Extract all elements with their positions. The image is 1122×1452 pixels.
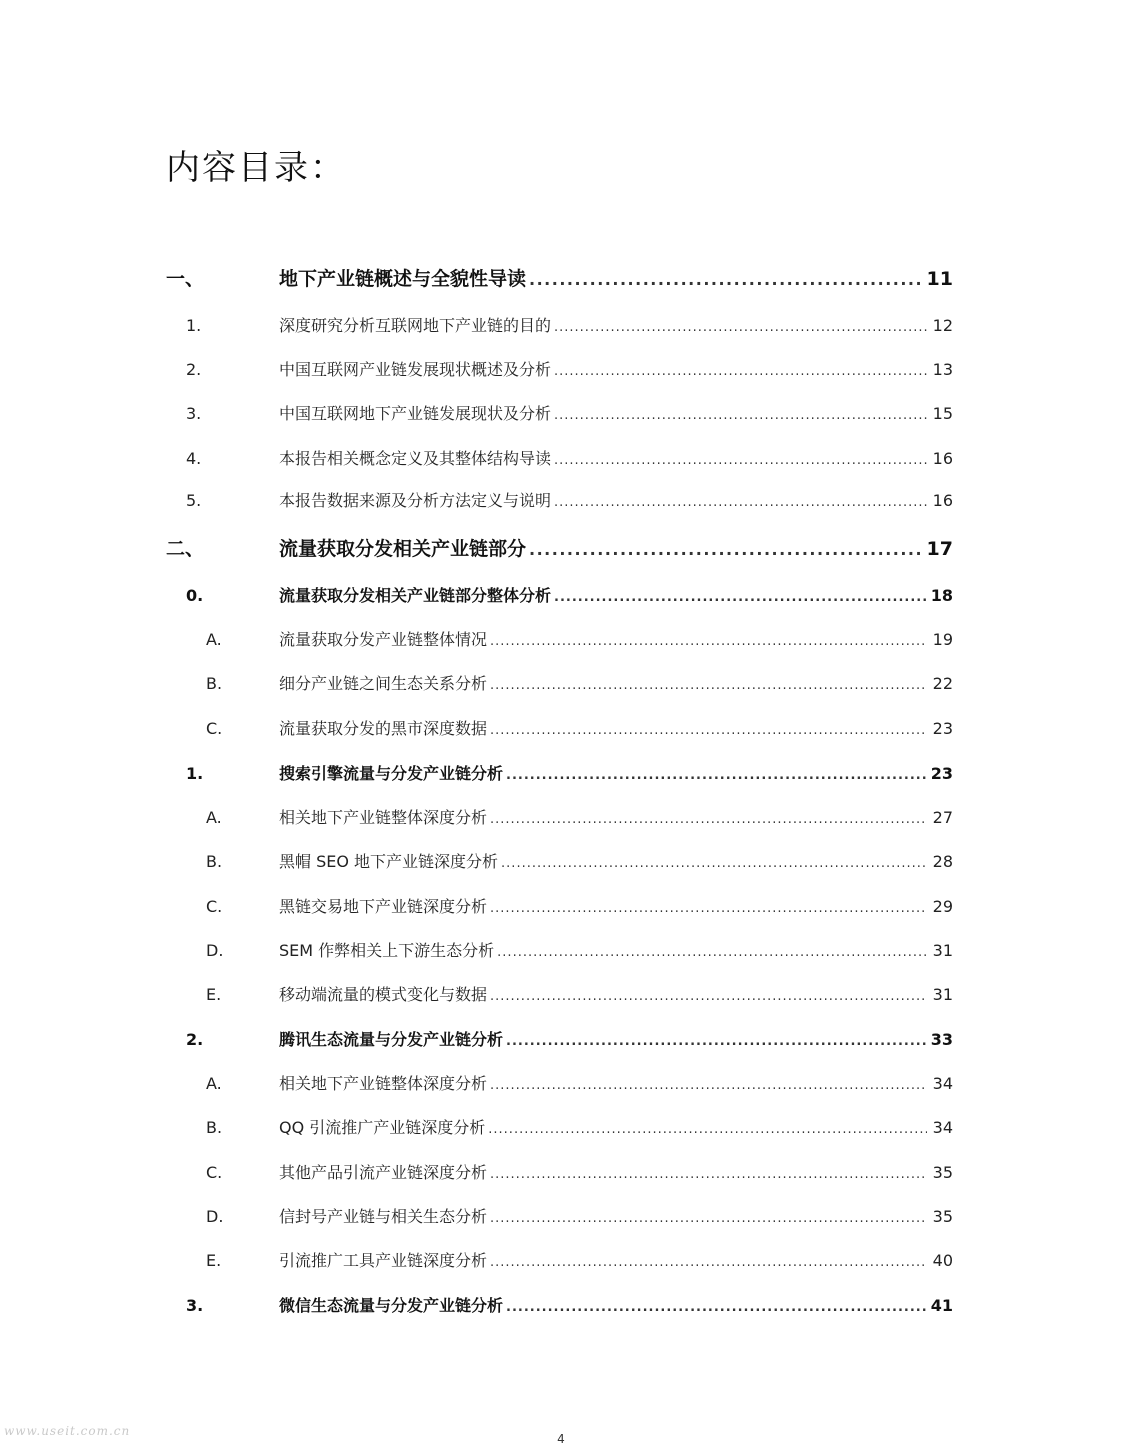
toc-dot-leader [490,1073,927,1099]
toc-number: A. [206,630,222,649]
toc-page-number: 23 [932,719,953,738]
toc-page-number: 28 [932,852,953,871]
toc-dot-leader [490,1250,927,1276]
toc-page-number: 27 [932,808,953,827]
toc-number: D. [206,941,224,960]
toc-page-number: 15 [932,404,953,423]
toc-dot-leader [490,629,927,655]
toc-dot-leader [490,673,927,699]
toc-number: 1. [186,764,204,783]
toc-page-number: 29 [932,897,953,916]
toc-number: E. [206,1251,222,1270]
toc-page-number: 12 [932,316,953,335]
toc-dot-leader [490,896,927,922]
toc-title: 信封号产业链与相关生态分析 [279,1207,488,1226]
toc-dot-leader [506,1295,927,1321]
toc-number: C. [206,719,223,738]
toc-page-number: 41 [930,1296,953,1315]
toc-number: 1. [186,316,202,335]
toc-dot-leader [490,1206,927,1232]
toc-dot-leader [529,267,923,293]
toc-title: 其他产品引流产业链深度分析 [279,1163,488,1182]
toc-page-number: 35 [932,1163,953,1182]
watermark: www.useit.com.cn [4,1424,131,1438]
toc-number: 4. [186,449,202,468]
toc-dot-leader [554,359,927,385]
toc-dot-leader [506,1029,927,1055]
toc-page-number: 19 [932,630,953,649]
toc-title: 地下产业链概述与全貌性导读 [279,268,527,290]
toc-page-number: 22 [932,674,953,693]
toc-title: 流量获取分发相关产业链部分整体分析 [279,586,552,605]
toc-number: C. [206,897,223,916]
toc-dot-leader [490,1162,927,1188]
toc-page-number: 35 [932,1207,953,1226]
toc-title: 本报告数据来源及分析方法定义与说明 [279,491,552,510]
toc-page-number: 13 [932,360,953,379]
toc-dot-leader [554,490,927,516]
toc-page-number: 16 [932,491,953,510]
toc-number: B. [206,674,223,693]
toc-dot-leader [554,403,927,429]
toc-page-number: 16 [932,449,953,468]
toc-title: 流量获取分发产业链整体情况 [279,630,488,649]
toc-dot-leader [490,718,927,744]
toc-title: 流量获取分发相关产业链部分 [279,538,527,560]
toc-title: 搜索引擎流量与分发产业链分析 [279,764,504,783]
toc-number: 0. [186,586,204,605]
toc-page-number: 31 [932,985,953,1004]
toc-dot-leader [554,448,927,474]
toc-dot-leader [488,1117,927,1143]
toc-title: 腾讯生态流量与分发产业链分析 [279,1030,504,1049]
toc-dot-leader [490,807,927,833]
toc-number: 2. [186,360,202,379]
toc-number: A. [206,808,222,827]
toc-page-number: 23 [930,764,953,783]
toc-dot-leader [554,585,927,611]
toc-number: 5. [186,491,202,510]
toc-number: D. [206,1207,224,1226]
toc-number: 3. [186,404,202,423]
toc-number: C. [206,1163,223,1182]
toc-title: 流量获取分发的黑市深度数据 [279,719,488,738]
toc-dot-leader [554,315,927,341]
toc-number: E. [206,985,222,1004]
toc-page-number: 33 [930,1030,953,1049]
toc-page-number: 40 [932,1251,953,1270]
toc-title: 移动端流量的模式变化与数据 [279,985,488,1004]
toc-title: 中国互联网产业链发展现状概述及分析 [279,360,552,379]
toc-page-number: 31 [932,941,953,960]
toc-title: 本报告相关概念定义及其整体结构导读 [279,449,552,468]
toc-title: 中国互联网地下产业链发展现状及分析 [279,404,552,423]
toc-page-number: 11 [926,268,953,290]
toc-title: 微信生态流量与分发产业链分析 [279,1296,504,1315]
page-title: 内容目录： [166,148,346,188]
toc-number: 2. [186,1030,204,1049]
toc-page-number: 17 [926,538,953,560]
toc-title: 黑链交易地下产业链深度分析 [279,897,488,916]
toc-title: 相关地下产业链整体深度分析 [279,808,488,827]
toc-number: A. [206,1074,222,1093]
toc-page-number: 34 [932,1118,953,1137]
toc-number: B. [206,852,223,871]
toc-number: 3. [186,1296,204,1315]
toc-dot-leader [529,537,923,563]
toc-title: SEM 作弊相关上下游生态分析 [279,941,495,960]
toc-page-number: 18 [930,586,953,605]
toc-title: QQ 引流推广产业链深度分析 [279,1118,486,1137]
toc-page-number: 34 [932,1074,953,1093]
toc-title: 相关地下产业链整体深度分析 [279,1074,488,1093]
toc-dot-leader [501,851,927,877]
toc-title: 引流推广工具产业链深度分析 [279,1251,488,1270]
page-number: 4 [557,1432,565,1446]
toc-title: 细分产业链之间生态关系分析 [279,674,488,693]
toc-number: B. [206,1118,223,1137]
toc-dot-leader [490,984,927,1010]
toc-dot-leader [506,763,927,789]
toc-title: 黑帽 SEO 地下产业链深度分析 [279,852,499,871]
toc-dot-leader [497,940,927,966]
toc-title: 深度研究分析互联网地下产业链的目的 [279,316,552,335]
toc-number: 二、 [166,538,205,560]
toc-number: 一、 [166,268,205,290]
